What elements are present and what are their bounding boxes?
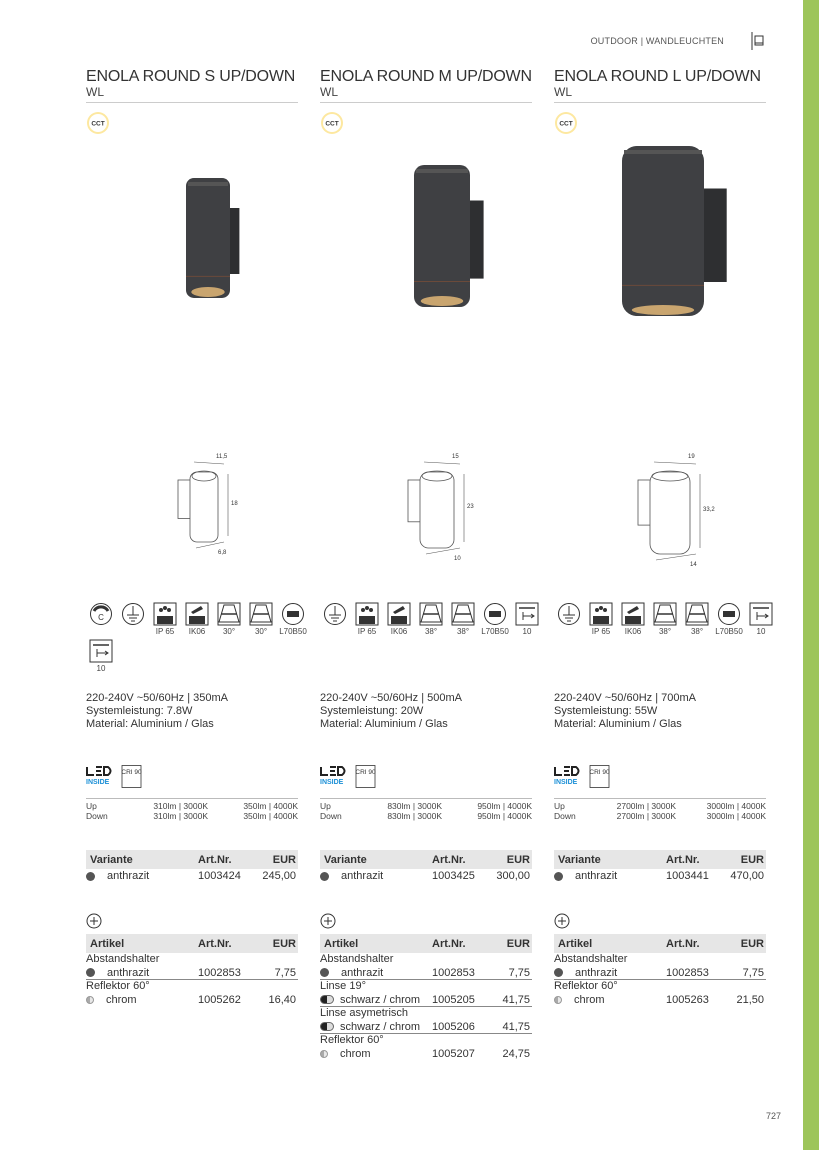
lifetime-icon	[717, 602, 741, 626]
variant-row[interactable]	[554, 869, 766, 883]
spec-line: 220-240V ~50/60Hz | 350mA	[86, 692, 228, 704]
accessory-price: 7,75	[508, 966, 530, 979]
variant-table	[86, 850, 298, 883]
icon-row	[554, 602, 798, 637]
accessory-group-label: Reflektor 60°	[320, 1034, 384, 1046]
column-header: Variante	[558, 853, 601, 866]
column-header: EUR	[740, 937, 764, 950]
color-swatch-icon	[554, 996, 562, 1004]
variant-table-header	[320, 850, 532, 869]
earth-ground-icon	[557, 602, 581, 626]
lumen-direction: Down	[554, 811, 576, 821]
svg-text:CCT: CCT	[91, 120, 105, 128]
accessory-color: chrom	[106, 994, 137, 1006]
feature-icon-label: 38°	[456, 627, 470, 636]
feature-icon-label	[320, 627, 350, 637]
column-header: Art.Nr.	[666, 937, 700, 950]
variant-row[interactable]	[320, 869, 532, 883]
color-swatch-icon	[554, 872, 563, 881]
variant-table-header	[86, 850, 298, 869]
feature-icon-cell	[246, 602, 276, 637]
spec-line: Systemleistung: 55W	[554, 705, 658, 717]
feature-icon-cell	[682, 602, 712, 637]
feature-icon-cell	[320, 602, 350, 637]
dim-depth-label: 6,8	[218, 550, 227, 556]
product-subtitle: WL	[320, 85, 338, 99]
accessory-price: 41,75	[502, 1020, 530, 1033]
svg-text:CRI 90: CRI 90	[589, 769, 610, 776]
feature-icon-label	[118, 627, 148, 637]
spec-line: Material: Aluminium / Glas	[86, 718, 214, 730]
accessories-plus-icon	[86, 913, 102, 929]
lumen-table	[554, 798, 766, 821]
feature-icon-label: IP 65	[357, 627, 377, 636]
beam-angle-icon	[419, 602, 443, 626]
ip-rating-icon	[153, 602, 177, 626]
accessory-color: chrom	[574, 994, 605, 1006]
column-header: Artikel	[90, 937, 125, 950]
feature-icon-label	[86, 627, 116, 637]
product-title: ENOLA ROUND M UP/DOWN	[320, 68, 532, 85]
feature-icon-cell	[278, 602, 308, 637]
feature-icon-label: IK06	[390, 627, 408, 636]
spec-line: Material: Aluminium / Glas	[320, 718, 448, 730]
svg-text:CRI 90: CRI 90	[121, 769, 142, 776]
spec-line: 220-240V ~50/60Hz | 500mA	[320, 692, 462, 704]
earth-ground-icon	[121, 602, 145, 626]
electrical-specs	[554, 692, 696, 731]
accessory-color: chrom	[340, 1048, 371, 1060]
dim-width-label: 11,5	[216, 454, 228, 460]
column-header: EUR	[506, 853, 530, 866]
spec-line: Material: Aluminium / Glas	[554, 718, 682, 730]
accessory-color: anthrazit	[107, 966, 150, 979]
accessory-row[interactable]	[320, 993, 532, 1007]
lumen-value-3000k: 2700lm | 3000K	[616, 811, 676, 821]
feature-icon-label	[554, 627, 584, 637]
accessory-row[interactable]	[86, 966, 298, 980]
feature-icon-cell	[714, 602, 744, 637]
feature-icon-label: L70B50	[279, 627, 307, 636]
color-swatch-icon	[320, 872, 329, 881]
svg-text:CRI 90: CRI 90	[355, 769, 376, 776]
lumen-value-3000k: 310lm | 3000K	[153, 801, 208, 811]
beam-angle-icon	[217, 602, 241, 626]
page-number: 727	[766, 1111, 782, 1121]
accessory-color: anthrazit	[341, 966, 384, 979]
feature-icon-label: 38°	[690, 627, 704, 636]
svg-text:C: C	[98, 613, 104, 622]
accessory-art-nr: 1005206	[432, 1020, 475, 1033]
spec-line: Systemleistung: 7.8W	[86, 705, 193, 717]
color-swatch-icon	[320, 968, 329, 977]
accessory-price: 24,75	[502, 1048, 530, 1060]
feature-icon-label: 38°	[658, 627, 672, 636]
lumen-row	[320, 811, 532, 821]
accessory-row[interactable]	[554, 966, 766, 980]
accessory-price: 7,75	[274, 966, 296, 979]
svg-text:INSIDE: INSIDE	[554, 779, 578, 786]
accessory-color: schwarz / chrom	[340, 993, 421, 1006]
accessory-art-nr: 1005263	[666, 994, 709, 1006]
cct-badge-icon	[554, 111, 578, 135]
lumen-value-3000k: 830lm | 3000K	[387, 811, 442, 821]
lumen-value-4000k: 3000lm | 4000K	[706, 801, 766, 811]
lumen-direction: Up	[554, 801, 565, 811]
led-inside-cri-icon	[86, 765, 146, 789]
beam-angle-icon-2	[685, 602, 709, 626]
lumen-row	[554, 801, 766, 811]
variant-table-header	[554, 850, 766, 869]
variant-color: anthrazit	[575, 870, 618, 882]
dim-depth-label: 10	[454, 556, 461, 562]
led-inside-cri-icon	[554, 765, 614, 789]
color-swatch-icon	[320, 1022, 334, 1031]
lumen-table	[320, 798, 532, 821]
column-header: Art.Nr.	[432, 853, 466, 866]
lumen-row	[86, 801, 298, 811]
feature-icon-label: L70B50	[715, 627, 743, 636]
lifetime-icon	[483, 602, 507, 626]
accessory-art-nr: 1002853	[432, 966, 475, 979]
title-rule	[320, 99, 532, 103]
variant-color: anthrazit	[107, 870, 150, 882]
icon-row	[320, 602, 564, 637]
spec-line: Systemleistung: 20W	[320, 705, 424, 717]
column-header: Variante	[90, 853, 133, 866]
variant-art-nr: 1003425	[432, 870, 475, 882]
feature-icons	[320, 602, 564, 637]
column-header: EUR	[272, 853, 296, 866]
catalog-book-icon	[750, 32, 766, 50]
cct-badge-icon	[320, 111, 344, 135]
feature-icon-label: 30°	[254, 627, 268, 636]
feature-icon-label: L70B50	[481, 627, 509, 636]
lifetime-icon	[281, 602, 305, 626]
product-photo	[320, 140, 564, 360]
product-column	[320, 68, 564, 1060]
feature-icon-cell	[586, 602, 616, 637]
accessory-group-label: Reflektor 60°	[554, 980, 618, 992]
variant-price: 300,00	[496, 870, 530, 882]
column-header: Art.Nr.	[432, 937, 466, 950]
feature-icon-cell	[384, 602, 414, 637]
column-header: Artikel	[558, 937, 593, 950]
ip-rating-icon	[355, 602, 379, 626]
page-header: OUTDOOR | WANDLEUCHTEN	[590, 36, 724, 46]
lumen-direction: Down	[86, 811, 108, 821]
accessory-table-header	[554, 934, 766, 953]
lumen-value-4000k: 350lm | 4000K	[243, 811, 298, 821]
variant-color: anthrazit	[341, 870, 384, 882]
ik-rating-icon	[185, 602, 209, 626]
accessory-table	[320, 934, 532, 1061]
accessory-table	[86, 934, 298, 1007]
accessory-group-label: Linse asymetrisch	[320, 1007, 409, 1019]
dim-depth-label: 14	[690, 562, 697, 568]
color-swatch-icon	[320, 995, 334, 1004]
product-subtitle: WL	[554, 85, 572, 99]
color-swatch-icon	[320, 1050, 328, 1058]
column-header: Art.Nr.	[198, 853, 232, 866]
column-header: EUR	[272, 937, 296, 950]
min-distance-icon	[749, 602, 773, 626]
electrical-specs	[86, 692, 228, 731]
title-rule	[86, 99, 298, 103]
dimension-drawing	[320, 446, 564, 570]
dim-width-label: 15	[452, 454, 459, 460]
min-distance-icon	[515, 602, 539, 626]
product-subtitle: WL	[86, 85, 104, 99]
accessory-group-label: Linse 19°	[320, 980, 366, 992]
feature-icon-cell	[618, 602, 648, 637]
dim-height-label: 33,2	[703, 507, 715, 513]
cct-badge-icon	[86, 111, 110, 135]
variant-table	[320, 850, 532, 883]
feature-icon-label: IK06	[624, 627, 642, 636]
accessory-art-nr: 1005262	[198, 994, 241, 1006]
feature-icons	[554, 602, 798, 637]
column-header: Artikel	[324, 937, 359, 950]
column-header: EUR	[740, 853, 764, 866]
accessory-price: 7,75	[742, 966, 764, 979]
variant-row[interactable]	[86, 869, 298, 883]
icon-row	[86, 639, 330, 674]
lumen-value-4000k: 950lm | 4000K	[477, 801, 532, 811]
lumen-direction: Down	[320, 811, 342, 821]
dimension-drawing	[86, 446, 330, 570]
feature-icon-cell	[448, 602, 478, 637]
svg-text:INSIDE: INSIDE	[320, 779, 344, 786]
color-swatch-icon	[86, 872, 95, 881]
lumen-value-3000k: 830lm | 3000K	[387, 801, 442, 811]
accessory-row[interactable]	[320, 1020, 532, 1034]
variant-price: 470,00	[730, 870, 764, 882]
svg-text:CCT: CCT	[559, 120, 573, 128]
accessory-art-nr: 1005205	[432, 993, 475, 1006]
min-distance-icon	[89, 639, 113, 663]
feature-icons	[86, 602, 330, 674]
accessory-price: 41,75	[502, 993, 530, 1006]
feature-icon-cell	[416, 602, 446, 637]
feature-icon-label: 10	[756, 627, 766, 636]
feature-icon-cell	[746, 602, 776, 637]
lumen-value-4000k: 350lm | 4000K	[243, 801, 298, 811]
lumen-value-3000k: 310lm | 3000K	[153, 811, 208, 821]
svg-text:CCT: CCT	[325, 120, 339, 128]
feature-icon-cell	[512, 602, 542, 637]
accessory-table-header	[320, 934, 532, 953]
earth-ground-icon	[323, 602, 347, 626]
color-swatch-icon	[86, 996, 94, 1004]
column-header: Variante	[324, 853, 367, 866]
product-title: ENOLA ROUND L UP/DOWN	[554, 68, 761, 85]
feature-icon-label: 10	[522, 627, 532, 636]
feature-icon-label: 10	[96, 664, 106, 673]
lumen-row	[554, 811, 766, 821]
feature-icon-label: IP 65	[591, 627, 611, 636]
column-header: EUR	[506, 937, 530, 950]
dim-height-label: 18	[231, 501, 238, 507]
beam-angle-icon-2	[451, 602, 475, 626]
accessory-row[interactable]	[320, 1047, 532, 1061]
feature-icon-cell	[214, 602, 244, 637]
led-inside-cri-icon	[320, 765, 380, 789]
accessories-plus-icon	[320, 913, 336, 929]
feature-icon-label: 38°	[424, 627, 438, 636]
column-header: Art.Nr.	[198, 937, 232, 950]
lumen-direction: Up	[86, 801, 97, 811]
ik-rating-icon	[387, 602, 411, 626]
feature-icon-cell	[352, 602, 382, 637]
lumen-value-3000k: 2700lm | 3000K	[616, 801, 676, 811]
beam-angle-icon	[653, 602, 677, 626]
feature-icon-cell	[118, 602, 148, 637]
accessory-art-nr: 1002853	[666, 966, 709, 979]
lumen-row	[86, 811, 298, 821]
feature-icon-label: 30°	[222, 627, 236, 636]
accessory-row[interactable]	[86, 993, 298, 1007]
accessory-price: 21,50	[736, 994, 764, 1006]
spec-line: 220-240V ~50/60Hz | 700mA	[554, 692, 696, 704]
column-header: Art.Nr.	[666, 853, 700, 866]
side-accent-bar	[803, 0, 819, 1150]
feature-icon-cell	[86, 639, 116, 674]
accessory-group-label: Abstandshalter	[320, 953, 394, 965]
product-photo	[86, 140, 330, 360]
lumen-row	[320, 801, 532, 811]
product-title: ENOLA ROUND S UP/DOWN	[86, 68, 296, 85]
feature-icon-label: IK06	[188, 627, 206, 636]
product-photo	[554, 140, 798, 360]
lumen-value-4000k: 950lm | 4000K	[477, 811, 532, 821]
variant-price: 245,00	[262, 870, 296, 882]
accessory-color: schwarz / chrom	[340, 1020, 421, 1033]
icon-row	[86, 602, 330, 637]
accessory-row[interactable]	[554, 993, 766, 1007]
color-swatch-icon	[554, 968, 563, 977]
product-column	[86, 68, 330, 1006]
dim-height-label: 23	[467, 504, 474, 510]
feature-icon-cell	[86, 602, 116, 637]
ip-rating-icon	[589, 602, 613, 626]
feature-icon-cell	[650, 602, 680, 637]
beam-angle-icon-2	[249, 602, 273, 626]
electrical-specs	[320, 692, 462, 731]
feature-icon-cell	[480, 602, 510, 637]
accessory-art-nr: 1005207	[432, 1048, 475, 1060]
dim-width-label: 19	[688, 454, 695, 460]
accessory-group-label: Abstandshalter	[554, 953, 628, 965]
variant-table	[554, 850, 766, 883]
color-swatch-icon	[86, 968, 95, 977]
title-rule	[554, 99, 766, 103]
dimension-drawing	[554, 446, 798, 570]
c-class-icon	[89, 602, 113, 626]
accessory-group-label: Reflektor 60°	[86, 980, 150, 992]
feature-icon-cell	[150, 602, 180, 637]
feature-icon-cell	[182, 602, 212, 637]
variant-art-nr: 1003441	[666, 870, 709, 882]
accessory-color: anthrazit	[575, 966, 618, 979]
lumen-value-4000k: 3000lm | 4000K	[706, 811, 766, 821]
lumen-direction: Up	[320, 801, 331, 811]
accessory-table-header	[86, 934, 298, 953]
product-column	[554, 68, 798, 1006]
accessory-group-label: Abstandshalter	[86, 953, 160, 965]
feature-icon-cell	[554, 602, 584, 637]
accessory-art-nr: 1002853	[198, 966, 241, 979]
accessory-table	[554, 934, 766, 1007]
ik-rating-icon	[621, 602, 645, 626]
feature-icon-label: IP 65	[155, 627, 175, 636]
accessory-price: 16,40	[268, 994, 296, 1006]
lumen-table	[86, 798, 298, 821]
accessory-row[interactable]	[320, 966, 532, 980]
accessories-plus-icon	[554, 913, 570, 929]
svg-text:INSIDE: INSIDE	[86, 779, 110, 786]
variant-art-nr: 1003424	[198, 870, 241, 882]
